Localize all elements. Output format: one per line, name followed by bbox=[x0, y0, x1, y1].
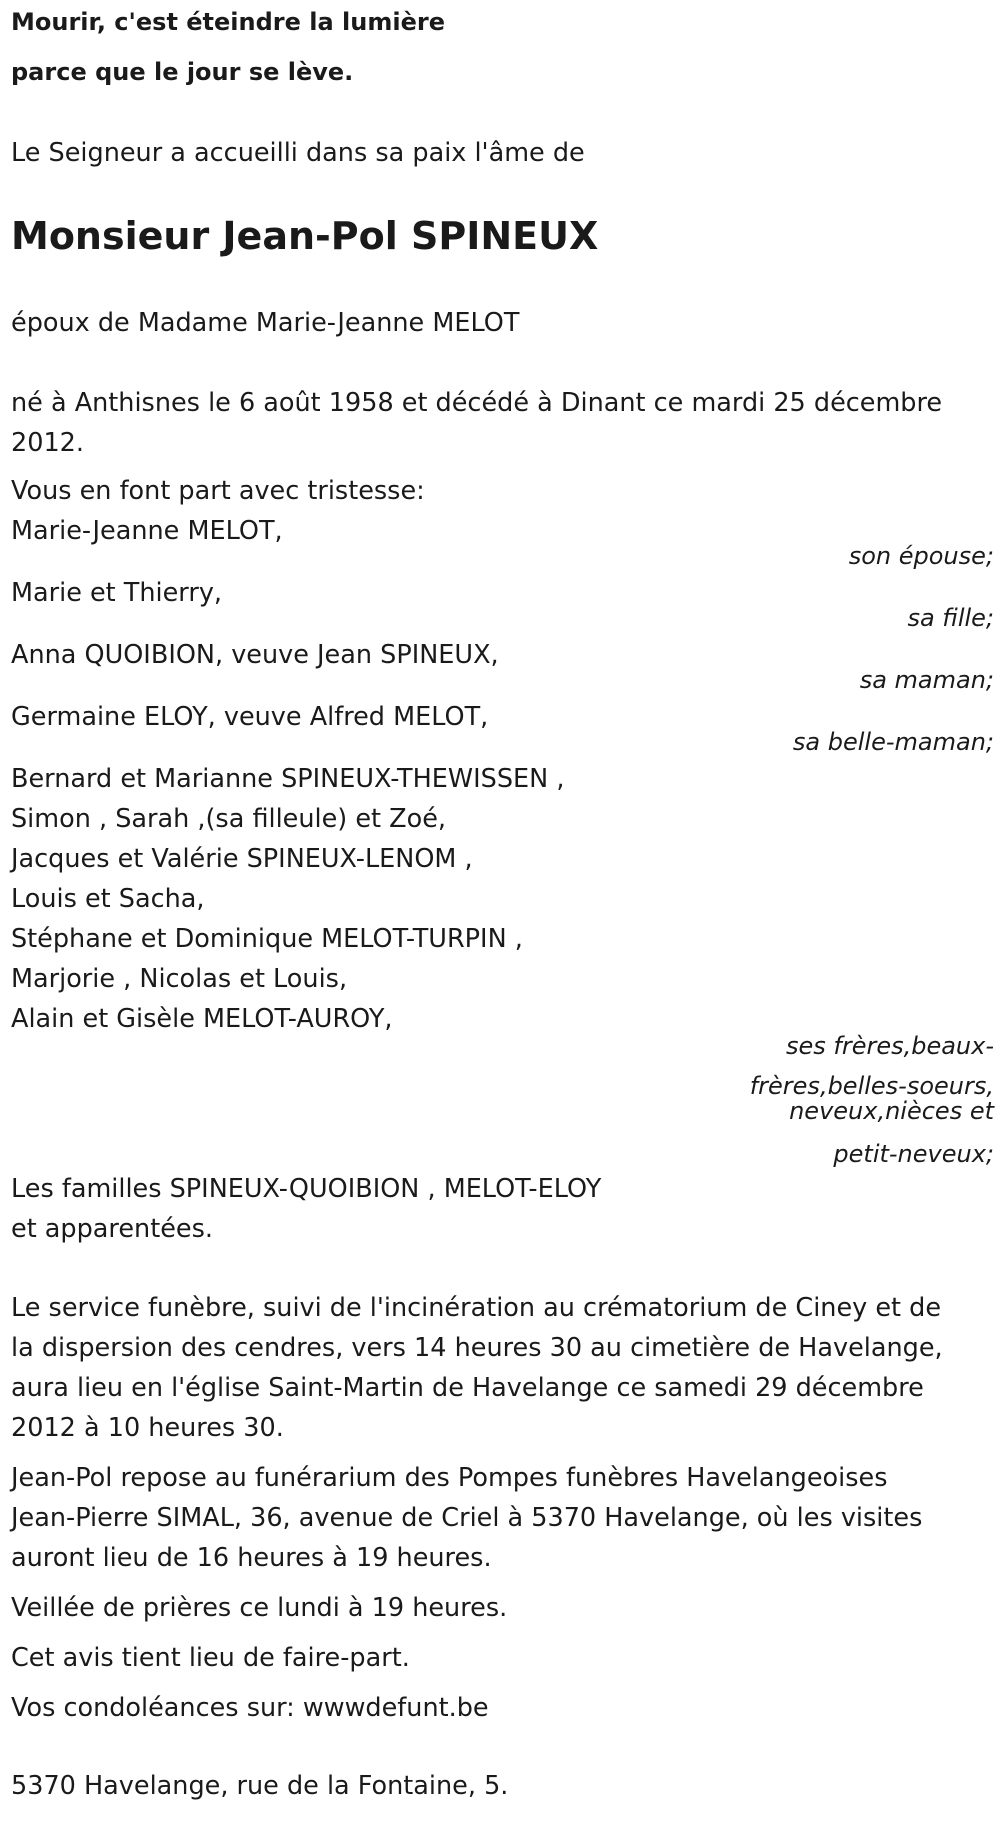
family-name: Marie-Jeanne MELOT, bbox=[11, 516, 283, 546]
family-role: son épouse; bbox=[848, 542, 994, 570]
rest-line: Jean-Pierre SIMAL, 36, avenue de Criel à 5370 Havelange, où les visites bbox=[11, 1503, 923, 1533]
rest-line: Jean-Pol repose au funérarium des Pompes funèbres Havelangeoises bbox=[11, 1463, 888, 1493]
sibling-line: Jacques et Valérie SPINEUX-LENOM , bbox=[11, 844, 473, 874]
family-role: sa belle-maman; bbox=[792, 728, 994, 756]
sibling-line: Bernard et Marianne SPINEUX-THEWISSEN , bbox=[11, 764, 565, 794]
siblings-role-line: petit-neveux; bbox=[833, 1140, 994, 1168]
address-text: 5370 Havelange, rue de la Fontaine, 5. bbox=[11, 1771, 509, 1801]
announce-text: Vous en font part avec tristesse: bbox=[11, 476, 425, 506]
birth-death-line-1: né à Anthisnes le 6 août 1958 et décédé à Dinant ce mardi 25 décembre bbox=[11, 388, 943, 418]
siblings-role-line: frères,belles-soeurs, bbox=[749, 1072, 994, 1100]
service-line: 2012 à 10 heures 30. bbox=[11, 1413, 284, 1443]
notice-text: Cet avis tient lieu de faire-part. bbox=[11, 1643, 410, 1673]
sibling-line: Marjorie , Nicolas et Louis, bbox=[11, 964, 348, 994]
sibling-line: Stéphane et Dominique MELOT-TURPIN , bbox=[11, 924, 523, 954]
intro-text: Le Seigneur a accueilli dans sa paix l'âme de bbox=[11, 138, 585, 168]
family-name: Anna QUOIBION, veuve Jean SPINEUX, bbox=[11, 640, 499, 670]
spouse-line: époux de Madame Marie-Jeanne MELOT bbox=[11, 308, 520, 338]
sibling-line: Simon , Sarah ,(sa filleule) et Zoé, bbox=[11, 804, 447, 834]
siblings-role-line: ses frères,beaux- bbox=[785, 1032, 994, 1060]
service-line: Le service funèbre, suivi de l'incinération au crématorium de Ciney et de bbox=[11, 1293, 942, 1323]
poem-line-1: Mourir, c'est éteindre la lumière bbox=[11, 8, 445, 36]
vigil-text: Veillée de prières ce lundi à 19 heures. bbox=[11, 1593, 508, 1623]
family-role: sa fille; bbox=[907, 604, 994, 632]
siblings-role-line: neveux,nièces et bbox=[789, 1097, 994, 1125]
deceased-name: Monsieur Jean-Pol SPINEUX bbox=[11, 214, 599, 258]
condolences-text: Vos condoléances sur: wwwdefunt.be bbox=[11, 1693, 489, 1723]
family-name: Marie et Thierry, bbox=[11, 578, 223, 608]
rest-line: auront lieu de 16 heures à 19 heures. bbox=[11, 1543, 492, 1573]
service-line: aura lieu en l'église Saint-Martin de Havelange ce samedi 29 décembre bbox=[11, 1373, 924, 1403]
family-role: sa maman; bbox=[859, 666, 994, 694]
birth-death-line-2: 2012. bbox=[11, 428, 85, 458]
families-line-2: et apparentées. bbox=[11, 1214, 213, 1244]
sibling-line: Louis et Sacha, bbox=[11, 884, 205, 914]
poem-line-2: parce que le jour se lève. bbox=[11, 58, 354, 86]
service-line: la dispersion des cendres, vers 14 heures 30 au cimetière de Havelange, bbox=[11, 1333, 943, 1363]
families-line-1: Les familles SPINEUX-QUOIBION , MELOT-ELOY bbox=[11, 1174, 602, 1204]
family-name: Germaine ELOY, veuve Alfred MELOT, bbox=[11, 702, 489, 732]
sibling-line: Alain et Gisèle MELOT-AUROY, bbox=[11, 1004, 393, 1034]
